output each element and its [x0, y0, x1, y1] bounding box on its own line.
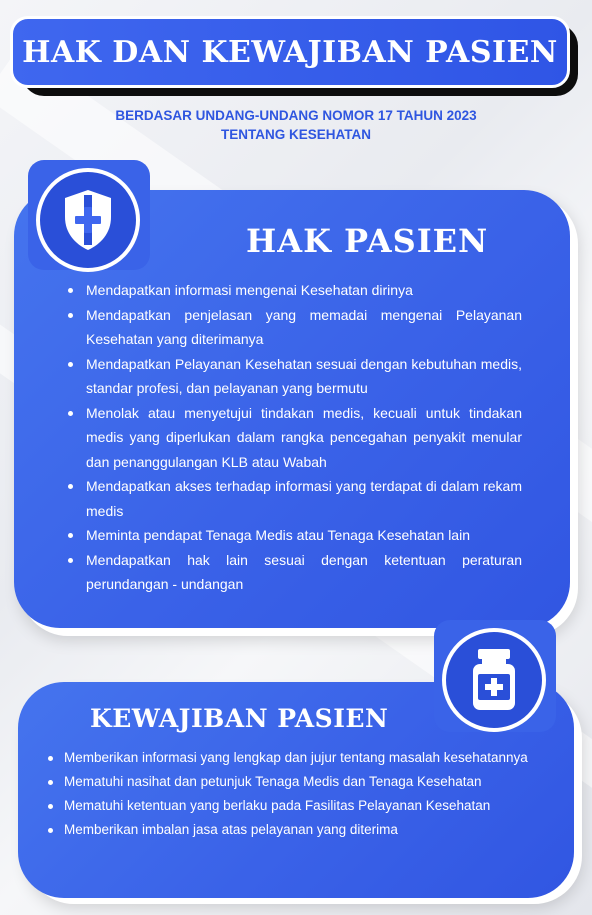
title-banner	[10, 16, 570, 88]
kewajiban-list	[46, 746, 560, 842]
shield-cross-icon	[59, 187, 117, 253]
hak-list-item: Mendapatkan akses terhadap informasi yang terdapat di dalam rekam medis	[66, 474, 522, 523]
kewajiban-list-item: Mematuhi ketentuan yang berlaku pada Fasilitas Pelayanan Kesehatan	[46, 794, 560, 818]
kewajiban-list-item: Memberikan imbalan jasa atas pelayanan yang diterima	[46, 818, 560, 842]
hak-list-item: Menolak atau menyetujui tindakan medis, kecuali untuk tindakan medis yang diperlukan dalam rangka pencegahan penyakit menular dan penanggulangan KLB atau Wabah	[66, 401, 522, 475]
hak-list-item: Mendapatkan Pelayanan Kesehatan sesuai dengan kebutuhan medis, standar profesi, dan pelayanan yang bermutu	[66, 352, 522, 401]
hak-title: HAK PASIEN	[246, 222, 489, 260]
hak-list-item: Mendapatkan hak lain sesuai dengan ketentuan peraturan perundangan - undangan	[66, 548, 522, 597]
hak-list	[66, 278, 522, 597]
kewajiban-title: KEWAJIBAN PASIEN	[90, 704, 389, 733]
hak-icon-badge	[36, 168, 140, 272]
subtitle-line-1: BERDASAR UNDANG-UNDANG NOMOR 17 TAHUN 2023	[115, 108, 477, 123]
kewajiban-list-item: Mematuhi nasihat dan petunjuk Tenaga Medis dan Tenaga Kesehatan	[46, 770, 560, 794]
page-title: HAK DAN KEWAJIBAN PASIEN	[22, 34, 558, 70]
kewajiban-list-item: Memberikan informasi yang lengkap dan jujur tentang masalah kesehatannya	[46, 746, 560, 770]
hak-list-item: Meminta pendapat Tenaga Medis atau Tenaga Kesehatan lain	[66, 523, 522, 548]
kewajiban-icon-badge	[442, 628, 546, 732]
hak-list-item: Mendapatkan penjelasan yang memadai mengenai Pelayanan Kesehatan yang diterimanya	[66, 303, 522, 352]
subtitle-line-2: TENTANG KESEHATAN	[221, 127, 371, 142]
page-subtitle	[40, 106, 552, 144]
hak-list-item: Mendapatkan informasi mengenai Kesehatan dirinya	[66, 278, 522, 303]
medicine-bottle-icon	[468, 647, 520, 713]
